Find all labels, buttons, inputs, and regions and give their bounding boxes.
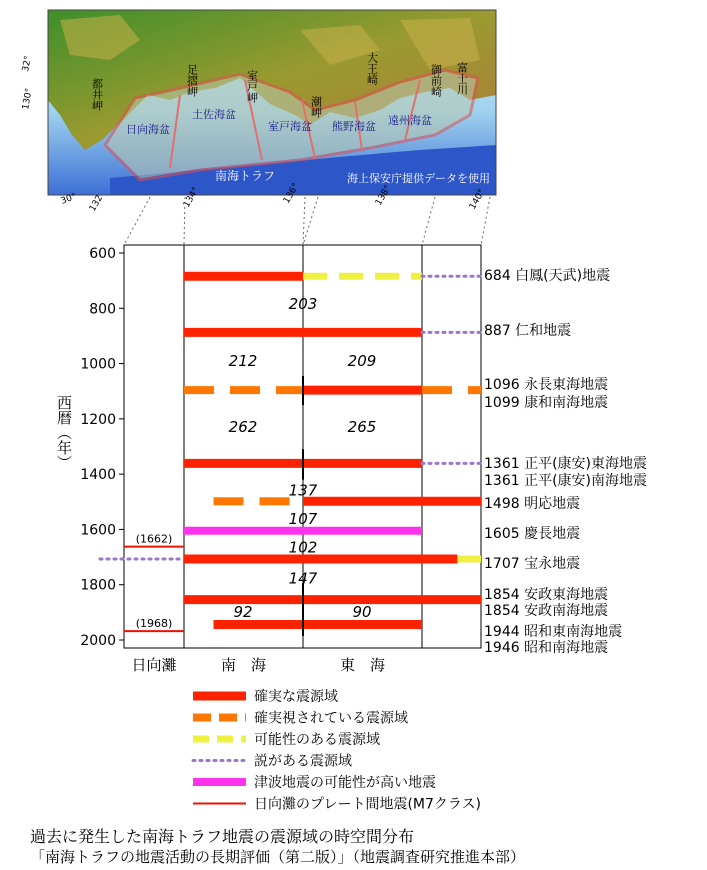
y-tick-label: 1000 [80,356,116,373]
hyuganada-marker-label: (1662) [135,532,173,546]
lat-tick-label: 30° [59,191,79,207]
earthquake-label: 1605 慶長地震 [484,526,581,542]
basin-label: 日向海盆 [126,123,170,136]
y-tick-label: 1600 [80,522,116,539]
interval-label: 209 [347,351,377,370]
earthquake-label: 1946 昭和南海地震 [484,640,609,656]
basin-label: 土佐海盆 [192,108,236,121]
trough-label: 南海トラフ [214,169,276,183]
legend-label: 確実な震源域 [254,689,338,705]
region-labels [131,656,385,674]
map-connectors [124,197,490,245]
earthquake-label: 1707 宝永地震 [484,556,581,572]
interval-label: 212 [228,351,258,370]
cape-label: 大王崎 [365,52,379,85]
interval-label: 102 [288,538,318,557]
interval-label: 92 [233,603,253,622]
interval-label: 107 [288,510,318,529]
legend-label: 確実視されている震源域 [254,710,408,727]
lon-tick-label: 136° [281,181,302,206]
y-tick-label: 1200 [80,411,116,428]
region-label: 東 海 [339,656,386,674]
interval-label: 203 [288,295,318,314]
earthquake-label: 1854 安政東海地震 [484,587,609,603]
y-tick-label: 600 [89,246,116,262]
legend-label: 説がある震源域 [254,753,352,770]
cape-label: 都井岬 [90,78,104,111]
lon-tick-label: 140° [467,187,488,212]
map-credit: 海上保安庁提供データを使用 [347,172,490,185]
interval-label: 90 [352,603,372,622]
nankai-map [21,10,496,214]
earthquake-label: 1498 明応地震 [484,496,581,512]
cape-label: 足摺岬 [185,64,199,97]
y-axis [80,246,124,649]
region-label: 南 海 [220,656,267,674]
basin-label: 室戸海盆 [268,120,312,133]
earthquake-label: 684 白鳳(天武)地震 [484,268,611,284]
legend-label: 津波地震の可能性が高い地震 [254,775,436,791]
lon-tick-label: 130° [21,87,35,111]
legend [193,689,481,813]
y-tick-label: 1800 [80,577,116,594]
interval-label: 262 [228,418,258,437]
hyuganada-marker-label: (1968) [135,617,173,631]
earthquake-label: 1099 康和南海地震 [484,395,609,411]
legend-label: 可能性のある震源域 [254,732,380,748]
basin-label: 熊野海盆 [332,120,376,133]
y-tick-label: 1400 [80,467,116,484]
region-label: 日向灘 [131,656,177,674]
y-axis-label: 西暦（年） [55,395,73,470]
lat-tick-label: 32° [21,55,34,73]
timeline-chart [55,245,647,674]
interval-label: 265 [347,418,377,437]
legend-label: 日向灘のプレート間地震(M7クラス) [254,796,481,813]
lon-tick-label: 132 [87,193,106,214]
y-tick-label: 800 [89,301,116,318]
earthquake-labels [484,267,647,656]
earthquake-label: 1361 正平(康安)東海地震 [484,456,648,472]
caption-title: 過去に発生した南海トラフ地震の震源域の時空間分布 [30,827,415,846]
earthquake-label: 1361 正平(康安)南海地震 [484,473,648,489]
cape-label: 御前崎 [429,64,443,97]
earthquake-label: 1854 安政南海地震 [484,603,609,619]
lon-tick-label: 138° [373,183,394,208]
earthquake-label: 887 仁和地震 [484,323,572,339]
earthquake-label: 1944 昭和東南海地震 [484,624,623,640]
interval-label: 137 [288,481,318,500]
lon-tick-label: 134° [181,185,202,210]
y-tick-label: 2000 [80,633,116,649]
basin-label: 遠州海盆 [388,114,432,127]
cape-label: 富士川 [455,62,469,95]
cape-label: 潮岬 [309,96,323,118]
caption-source: 「南海トラフの地震活動の長期評価（第二版）」（地震調査研究推進本部） [30,848,526,866]
earthquake-label: 1096 永長東海地震 [484,377,609,393]
interval-label: 147 [288,569,318,588]
cape-label: 室戸岬 [245,70,259,103]
